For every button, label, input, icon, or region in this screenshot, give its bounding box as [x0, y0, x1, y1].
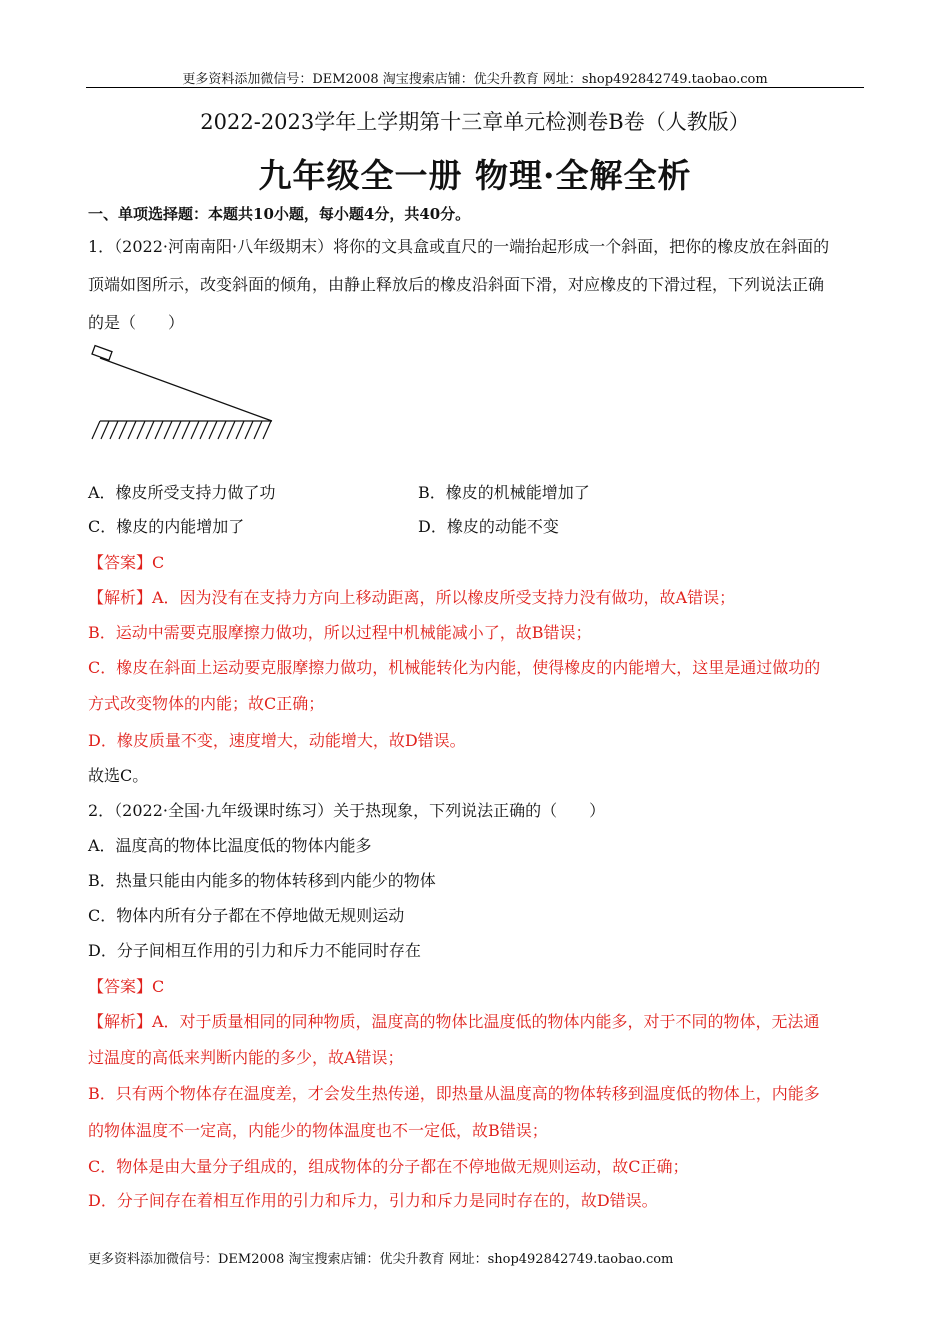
header-rule: [86, 87, 864, 88]
ground-hatching: [92, 421, 271, 439]
page-header: 更多资料添加微信号：DEM2008 淘宝搜索店铺：优尖升教育 网址：shop492842749.taobao.com: [182, 72, 768, 87]
q1-analysis-line-5: D．橡皮质量不变，速度增大，动能增大，故D错误。: [88, 731, 466, 750]
q1-answer: 【答案】C: [88, 553, 165, 572]
q1-conclusion: 故选C。: [88, 766, 149, 785]
q2-option-d: D．分子间相互作用的引力和斥力不能同时存在: [88, 941, 421, 960]
incline-diagram: [88, 340, 288, 445]
q1-option-a: A．橡皮所受支持力做了功: [88, 483, 276, 502]
q1-option-b: B．橡皮的机械能增加了: [418, 483, 590, 502]
q2-analysis-line-3: B．只有两个物体存在温度差，才会发生热传递，即热量从温度高的物体转移到温度低的物体上，内能多: [88, 1084, 820, 1103]
q1-analysis-line-1: 【解析】A．因为没有在支持力方向上移动距离，所以橡皮所受支持力没有做功，故A错误；: [88, 588, 736, 607]
q2-analysis-line-4: 的物体温度不一定高，内能少的物体温度也不一定低，故B错误；: [88, 1121, 548, 1140]
inclined-plane: [100, 358, 272, 421]
q1-option-c: C．橡皮的内能增加了: [88, 517, 245, 536]
q2-analysis-line-2: 过温度的高低来判断内能的多少，故A错误；: [88, 1048, 404, 1067]
q1-option-d: D．橡皮的动能不变: [418, 517, 559, 536]
q1-analysis-line-4: 方式改变物体的内能；故C正确；: [88, 694, 325, 713]
eraser-block: [92, 346, 112, 361]
q2-option-b: B．热量只能由内能多的物体转移到内能少的物体: [88, 871, 436, 890]
q1-analysis-line-3: C．橡皮在斜面上运动要克服摩擦力做功，机械能转化为内能，使得橡皮的内能增大，这里是通过做功的: [88, 658, 821, 677]
q2-analysis-line-5: C．物体是由大量分子组成的，组成物体的分子都在不停地做无规则运动，故C正确；: [88, 1157, 689, 1176]
q2-option-a: A．温度高的物体比温度低的物体内能多: [88, 836, 372, 855]
exam-subtitle: 九年级全一册 物理·全解全析: [258, 156, 692, 195]
q1-stem-line-2: 顶端如图所示，改变斜面的倾角，由静止释放后的橡皮沿斜面下滑，对应橡皮的下滑过程，下列说法正确: [88, 275, 825, 294]
q1-stem-line-3: 的是（ ）: [88, 313, 185, 332]
q2-option-c: C．物体内所有分子都在不停地做无规则运动: [88, 906, 405, 925]
q2-analysis-line-6: D．分子间存在着相互作用的引力和斥力，引力和斥力是同时存在的，故D错误。: [88, 1191, 658, 1210]
exam-title: 2022-2023学年上学期第十三章单元检测卷B卷（人教版）: [200, 110, 750, 134]
q2-answer: 【答案】C: [88, 977, 165, 996]
q2-analysis-line-1: 【解析】A．对于质量相同的同种物质，温度高的物体比温度低的物体内能多，对于不同的物体，无法通: [88, 1012, 820, 1031]
q2-stem: 2．（2022·全国·九年级课时练习）关于热现象，下列说法正确的（ ）: [88, 801, 606, 820]
section-heading: 一、单项选择题：本题共10小题，每小题4分，共40分。: [88, 205, 471, 223]
page-footer: 更多资料添加微信号：DEM2008 淘宝搜索店铺：优尖升教育 网址：shop492842749.taobao.com: [88, 1252, 674, 1267]
q1-analysis-line-2: B．运动中需要克服摩擦力做功，所以过程中机械能减小了，故B错误；: [88, 623, 592, 642]
q1-stem-line-1: 1．（2022·河南南阳·八年级期末）将你的文具盒或直尺的一端抬起形成一个斜面，把你的橡皮放在斜面的: [88, 237, 830, 256]
